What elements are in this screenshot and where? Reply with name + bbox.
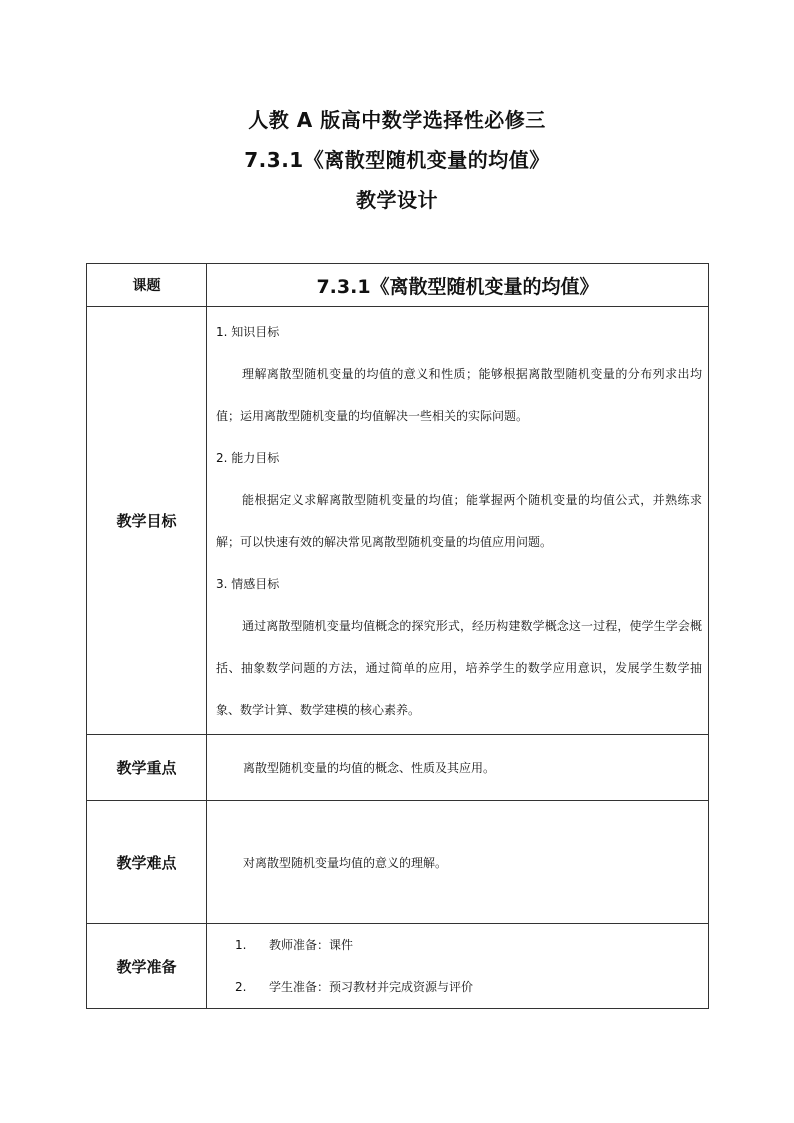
difficulties-text: 对离散型随机变量均值的意义的理解。 (207, 801, 709, 924)
list-item-text: 学生准备：预习教材并完成资源与评价 (269, 980, 474, 994)
table-row-key-points (87, 735, 709, 801)
title-line-doc-type: 教学设计 (356, 188, 438, 212)
title-line-lesson: 7.3.1《离散型随机变量的均值》 (244, 148, 550, 172)
key-points-label: 教学重点 (87, 735, 207, 801)
list-item-number: 1. (235, 938, 247, 952)
list-item (235, 966, 708, 1008)
key-points-text: 离散型随机变量的均值的概念、性质及其应用。 (207, 735, 709, 801)
list-item-number: 2. (235, 980, 247, 994)
knowledge-objective-text: 理解离散型随机变量的均值的意义和性质；能够根据离散型随机变量的分布列求出均值；运用离散型随机变量的均值解决一些相关的实际问题。 (216, 366, 702, 423)
lesson-plan-table (86, 263, 709, 1009)
objectives-content (207, 307, 709, 735)
preparation-label: 教学准备 (87, 924, 207, 1009)
document-title (0, 100, 794, 220)
emotion-objective-text: 通过离散型随机变量均值概念的探究形式，经历构建数学概念这一过程，使学生学会概括、抽象数学问题的方法，通过简单的应用，培养学生的数学应用意识，发展学生数学抽象、数学计算、数学建模的核心素养。 (216, 618, 702, 717)
knowledge-objective-heading: 1. 知识目标 (216, 324, 280, 339)
objectives-label: 教学目标 (87, 307, 207, 735)
table-row-topic (87, 264, 709, 307)
list-item-text: 教师准备：课件 (269, 938, 354, 952)
topic-label: 课题 (87, 264, 207, 307)
emotion-objective-heading: 3. 情感目标 (216, 576, 280, 591)
title-line-textbook: 人教 A 版高中数学选择性必修三 (248, 108, 546, 132)
topic-value: 7.3.1《离散型随机变量的均值》 (207, 264, 709, 307)
list-item (235, 924, 708, 966)
table-row-objectives (87, 307, 709, 735)
table-row-preparation (87, 924, 709, 1009)
ability-objective-heading: 2. 能力目标 (216, 450, 280, 465)
table-row-difficulties (87, 801, 709, 924)
preparation-list (207, 924, 709, 1009)
ability-objective-text: 能根据定义求解离散型随机变量的均值；能掌握两个随机变量的均值公式，并熟练求解；可以快速有效的解决常见离散型随机变量的均值应用问题。 (216, 492, 702, 549)
difficulties-label: 教学难点 (87, 801, 207, 924)
